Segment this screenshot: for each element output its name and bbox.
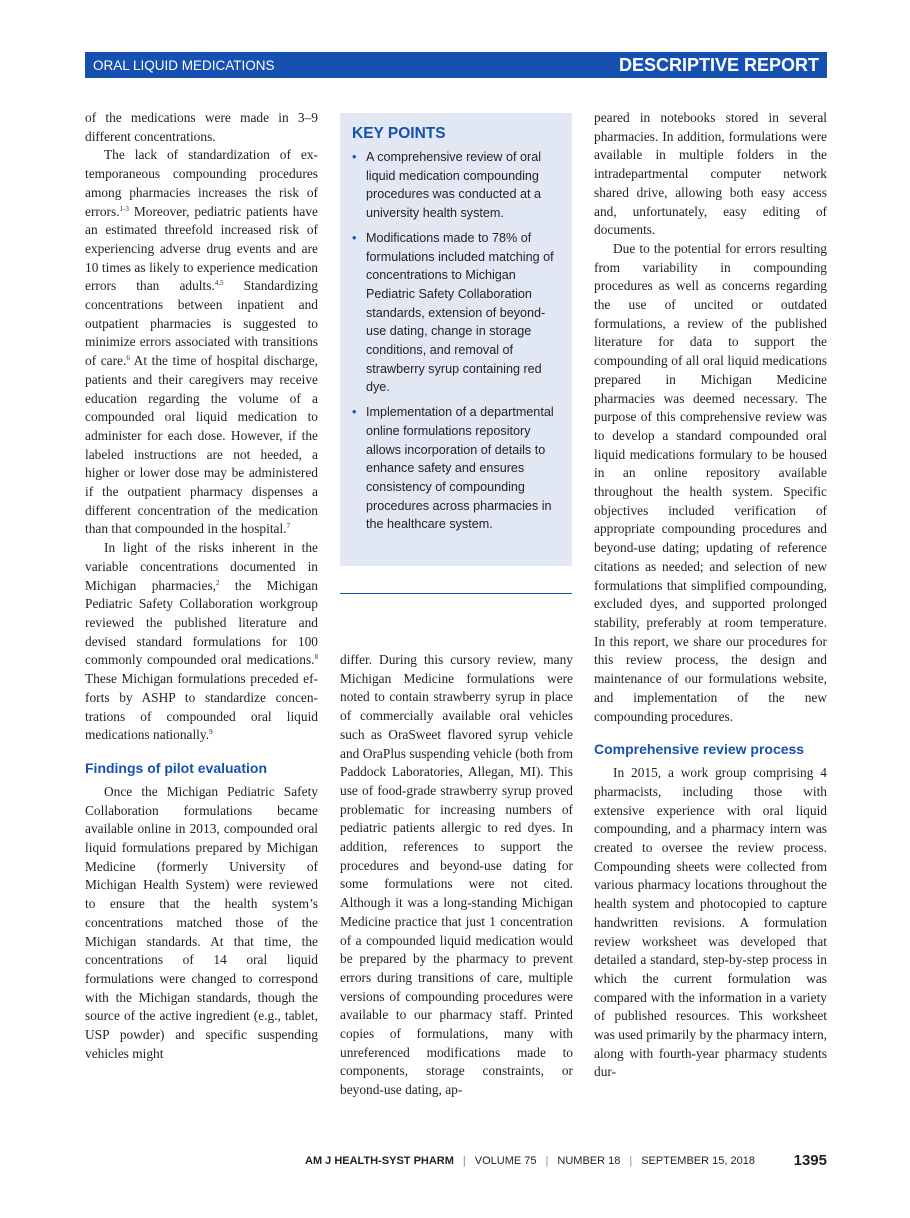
citation-superscript: 6 — [126, 354, 130, 363]
key-point: • A comprehensive review of oral liquid medication compounding procedures was conducted at a university health system. — [352, 150, 542, 221]
citation-superscript: 2 — [216, 578, 220, 587]
running-header — [85, 52, 827, 78]
key-points-title: KEY POINTS — [352, 125, 446, 142]
journal-name: AM J HEALTH-SYST PHARM — [305, 1155, 454, 1167]
citation-superscript: 1-3 — [119, 204, 129, 213]
section-heading: Comprehensive review process — [594, 741, 805, 758]
section-heading: Findings of pilot evaluation — [85, 759, 267, 776]
text-run: of the medications were made in 3–9 different concentrations. — [85, 110, 318, 144]
paragraph — [85, 109, 318, 146]
key-points-list — [352, 148, 562, 540]
text-run: In light of the risks inherent in the variable concentrations documented in Michigan pharmacies, — [85, 540, 318, 593]
paragraph — [594, 240, 827, 726]
text-run: Standardizing concentrations between inpatient and outpatient pharmacies is suggested to minimize errors associated with transitions of care. — [85, 278, 318, 369]
paragraph — [594, 109, 827, 240]
text-run: In 2015, a work group comprising 4 pharmacists, including those with extensive experience with oral liquid compounding, and a pharmacy intern was created to oversee the review process. Compounding sheets were collected from various pharmacy locations throughout the health system and photocopied to capture handwritten revisions. A formulation review worksheet was developed that detailed a standard, step-by-step process in which the current formulation was compared with the information in a variety of published resources. This worksheet was used primarily by the pharmacy intern, along with fourth-year pharmacy students dur- — [594, 765, 827, 1080]
text-run: These Michigan formulations preceded efforts by ASHP to standardize concentrations of compounded oral liquid medications nationally. — [85, 671, 318, 743]
page-footer: AM J HEALTH-SYST PHARM | VOLUME 75 | NUMBER 18 | SEPTEMBER 15, 2018 1395 — [305, 1152, 827, 1169]
bullet-icon: • — [352, 405, 357, 420]
article-type: DESCRIPTIVE REPORT — [618, 55, 819, 75]
page-number: 1395 — [793, 1152, 827, 1169]
text-column-1 — [85, 109, 318, 1063]
paragraph — [85, 539, 318, 745]
paragraph — [594, 764, 827, 1082]
issue-date: SEPTEMBER 15, 2018 — [641, 1155, 755, 1167]
key-point: • Implementation of a departmental online formulations repository allows incorporation of details to enhance safety and ensures consistency of compounding procedures across pharmacies in the healthcare system. — [352, 405, 554, 532]
bullet-icon: • — [352, 150, 357, 164]
volume: VOLUME 75 — [474, 1155, 537, 1167]
text-run: peared in notebooks stored in several pharmacies. In addition, formulations were available in multiple folders in the intradepartmental computer network shared drive, allowing both easy access and, unfortunately, easy editing of documents. — [594, 110, 827, 238]
text-run: differ. During this cursory review, many Michigan Medicine formulations were noted to contain strawberry syrup in place of commercially available oral vehicles such as OraSweet flavored syrup vehicle and OraPlus suspending vehicle (both from Paddock Laboratories, Allegan, MI). This use of food-grade strawberry syrup proved problematic for increasing numbers of pediatric patients allergic to red dyes. In addition, references to support the procedures and beyond-use dating for some formulations were not cited. Although it was a long-standing Michigan Medicine practice that just 1 concentration of a compounded liquid medication would be prepared by the pharmacy to prevent errors during transitions of care, multiple versions of compounding procedures were available to our pharmacy staff. Printed copies of formulations, many with unreferenced modifications made to components, storage constraints, or beyond-use dating, ap- — [340, 652, 573, 1098]
section-label: ORAL LIQUID MEDICATIONS — [93, 58, 275, 73]
text-run: The lack of standardization of extemporaneous compounding procedures among pharmacies increases the risk of errors. — [85, 147, 318, 219]
citation-superscript: 4,5 — [214, 279, 224, 288]
text-run: Moreover, pediatric patients have an estimated threefold increased risk of experiencing adverse drug events and are 10 times as likely to experience medication errors than adults. — [85, 203, 318, 294]
key-points-box — [340, 113, 572, 566]
text-column-2 — [340, 651, 573, 1100]
text-run: Due to the potential for errors resulting from variability in compounding procedures as well as concerns regarding the use of uncited or outdated formulations, a review of the published literature for data to support the compounding of all oral liquid medications prepared in Michigan Medicine pharmacies was deemed necessary. The purpose of this comprehensive review was to develop a standard compounded oral liquid medications formulary to be housed in an online repository available throughout the health system. Specific objectives included verification of appropriate compounding procedures and beyond-use dating; updating of reference citations as needed; and selection of new formulations that simplified compounding, excluded dyes, and supported prolonged stability, preferably at room temperature. In this report, we share our procedures for this review process, the design and maintenance of our formulations website, and implementation of the new compounding procedures. — [594, 240, 827, 724]
text-run: At the time of hospital discharge, patients and their caregivers may receive education regarding the volume of a compounded oral liquid medication to administer for each dose. However, if the labeled instructions are not heeded, a higher or lower dose may be administered if the outpatient pharmacy dispenses a different concentration of the medication than that compounded in the hospital. — [85, 353, 318, 537]
citation-superscript: 7 — [286, 522, 291, 531]
issue-number: NUMBER 18 — [557, 1155, 621, 1167]
text-run: Once the Michigan Pediatric Safety Collaboration formulations became available online in 2013, compounded oral liquid formulations prepared by Michigan Medicine (formerly University of Michigan Health System) were reviewed to ensure that the health system’s concentrations matched those of the Michigan standards. At that time, the concentrations of 14 oral liquid formulations were changed to correspond with the Michigan standards, though the source of the active ingredient (e.g., tablet, USP powder) and specific suspending vehicles might — [85, 783, 318, 1061]
text-run: the Michigan Pediatric Safety Collaboration workgroup reviewed the published literature and devised standard formulations for 100 commonly compounded oral medications. — [85, 577, 318, 668]
text-column-3 — [594, 109, 827, 1082]
paragraph — [340, 651, 573, 1100]
paragraph — [85, 783, 318, 1064]
key-point: • Modifications made to 78% of formulations included matching of concentrations to Michigan Pediatric Safety Collaboration standards, extension of beyond-use dating, change in storage conditions, and removal of strawberry syrup containing red dye. — [352, 230, 554, 395]
bullet-icon: • — [352, 230, 357, 245]
citation-superscript: 9 — [209, 728, 213, 737]
paragraph — [85, 146, 318, 539]
citation-superscript: 8 — [314, 653, 318, 662]
divider — [340, 593, 572, 594]
